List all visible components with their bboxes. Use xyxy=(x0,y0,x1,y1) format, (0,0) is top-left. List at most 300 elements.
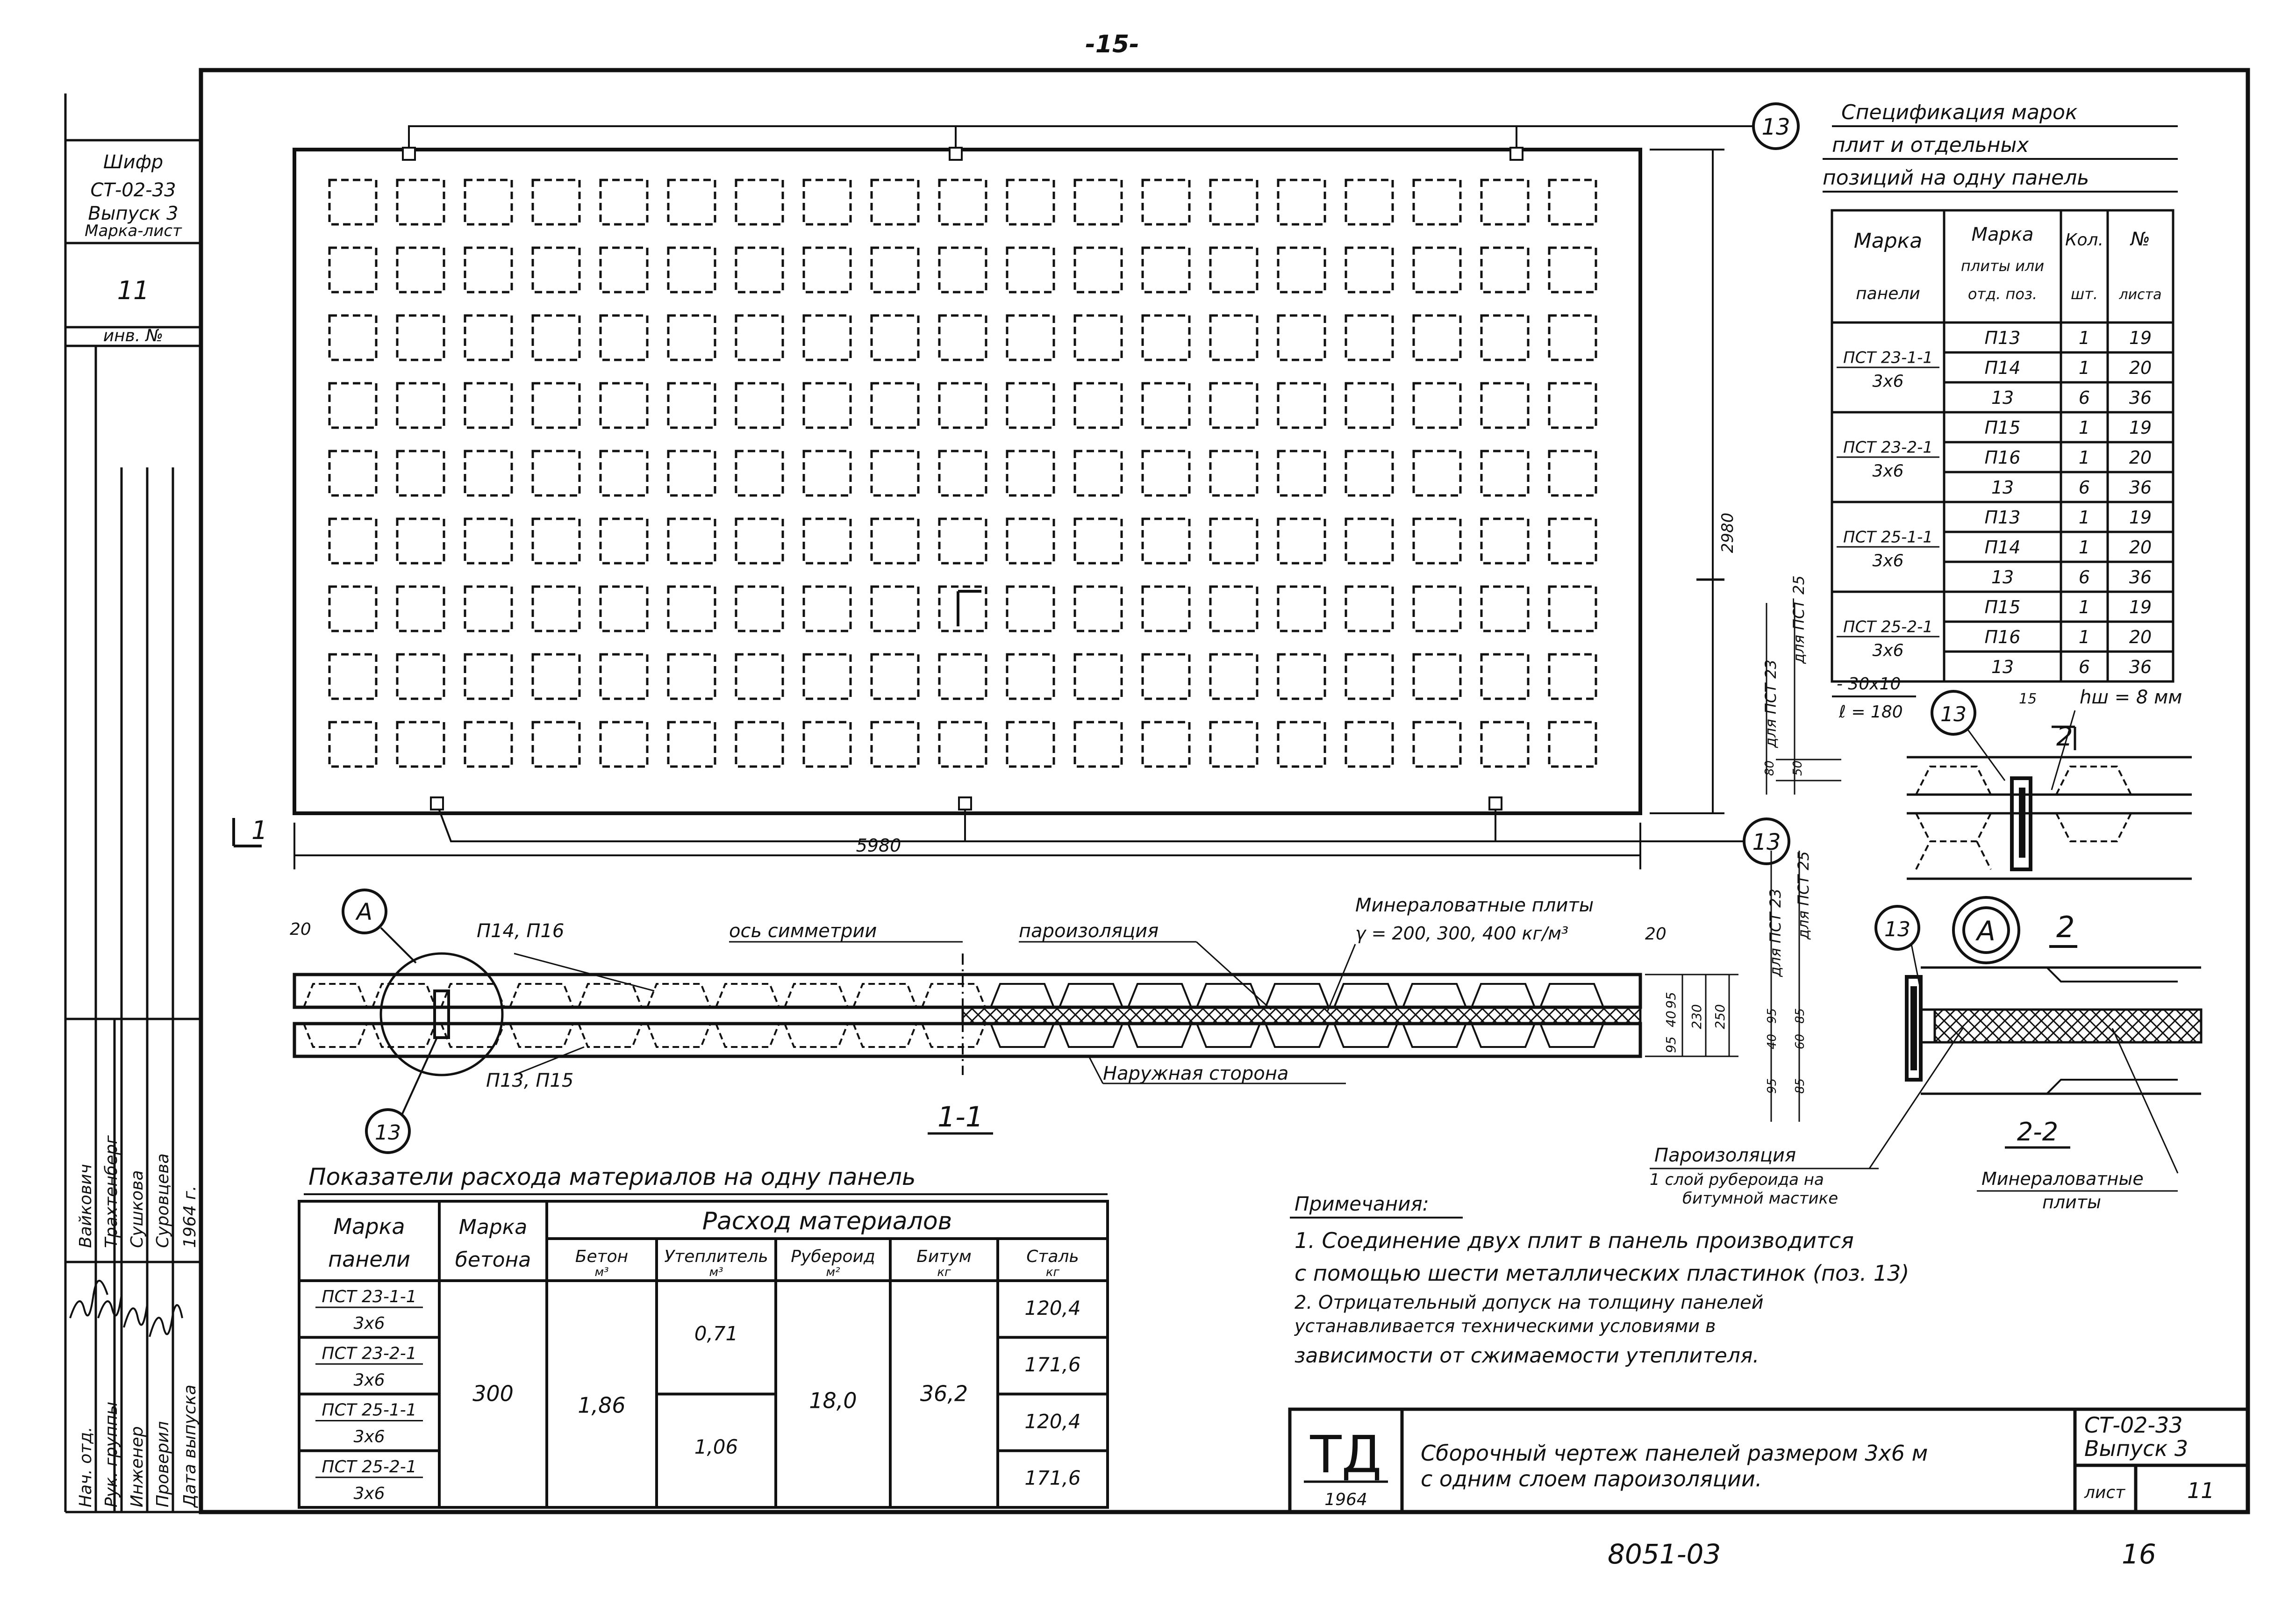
mat-head-group: Расход материалов xyxy=(702,1207,952,1235)
plan-void-cell xyxy=(1414,180,1460,224)
plan-void-cell xyxy=(465,587,512,631)
plan-height-dim: 2980 xyxy=(1718,512,1737,553)
s11-callout-13-label: 13 xyxy=(375,1121,401,1145)
s11-dim-stack-5: 230 xyxy=(1689,1004,1704,1029)
plan-void-cell xyxy=(939,722,986,767)
plan-void-cell xyxy=(601,654,647,699)
mat-head-col: Бетон xyxy=(575,1247,629,1266)
plan-void-cell xyxy=(601,180,647,224)
mat-panel-size: 3х6 xyxy=(353,1314,385,1334)
mat-insulation-2: 1,06 xyxy=(694,1435,738,1458)
mat-head-col-unit: кг xyxy=(937,1265,951,1279)
mat-title: Показатели расхода материалов на одну панель xyxy=(308,1163,916,1190)
plan-void-cell xyxy=(1278,451,1325,495)
plan-void-cell xyxy=(1143,315,1189,360)
plan-void-cell xyxy=(465,722,512,767)
plan-void-cell xyxy=(1143,180,1189,224)
detA-plate-label: - 30х10 xyxy=(1837,674,1901,694)
spec-table xyxy=(1823,100,2178,681)
spec-cell-sheet: 20 xyxy=(2129,537,2152,558)
plan-void-cell xyxy=(872,722,918,767)
s11-top-slab xyxy=(294,975,1640,1007)
spec-panel-size: 3х6 xyxy=(1872,372,1904,391)
plan-void-cell xyxy=(1414,315,1460,360)
mat-panel-size: 3х6 xyxy=(353,1370,385,1390)
s11-void xyxy=(716,984,779,1047)
spec-cell-plate: П15 xyxy=(1984,417,2021,438)
plan-void-cell xyxy=(804,180,851,224)
plan-void-cell xyxy=(736,654,783,699)
mat-head-concrete-2: бетона xyxy=(455,1248,531,1272)
plan-void-cell xyxy=(1549,180,1596,224)
plan-void-cell xyxy=(533,722,579,767)
spec-head-plate-3: отд. поз. xyxy=(1967,285,2038,303)
spec-cell-sheet: 20 xyxy=(2129,447,2152,468)
plan-void-cell xyxy=(872,315,918,360)
mat-head-panel: Марка xyxy=(333,1214,405,1239)
plan-void-cell xyxy=(939,519,986,563)
plan-void-cell xyxy=(397,383,444,428)
plan-void-cell xyxy=(1346,315,1393,360)
plan-void-cell xyxy=(1210,383,1257,428)
detA-dim-side-2: 50 xyxy=(1791,760,1805,776)
plan-void-cell xyxy=(668,383,715,428)
plan-void-cell xyxy=(329,722,376,767)
mat-head-col: Рубероид xyxy=(791,1247,875,1266)
s22-vapor-desc-1: 1 слой рубероида на xyxy=(1650,1170,1824,1189)
s11-void xyxy=(441,984,504,1047)
spec-cell-qty: 6 xyxy=(2078,387,2090,409)
plan-void-cell xyxy=(736,519,783,563)
plan-void-cell xyxy=(1210,587,1257,631)
tb-sheet-number: 11 xyxy=(2187,1478,2215,1503)
sig-name-4: Суровцева xyxy=(153,1153,172,1248)
plan-void-cell xyxy=(601,451,647,495)
plan-void-cell xyxy=(804,654,851,699)
tb-code: СТ-02-33 xyxy=(2084,1412,2183,1438)
plan-void-cell xyxy=(1278,587,1325,631)
tb-sheet-label: лист xyxy=(2084,1483,2125,1502)
spec-title-1: Спецификация марок xyxy=(1841,100,2078,124)
tb-title-2: с одним слоем пароизоляции. xyxy=(1421,1466,1762,1491)
plan-void-cell xyxy=(397,248,444,292)
s22-dim-6: 85 xyxy=(1793,1078,1807,1094)
spec-head-plate-2: плиты или xyxy=(1960,257,2045,275)
plan-void-cell xyxy=(1278,722,1325,767)
s11-void xyxy=(853,984,916,1047)
plan-void-cell xyxy=(736,587,783,631)
tb-title-1: Сборочный чертеж панелей размером 3х6 м xyxy=(1421,1441,1928,1466)
spec-head-qty-2: шт. xyxy=(2070,285,2098,303)
plan-void-cell xyxy=(533,451,579,495)
plan-void-cell xyxy=(1210,315,1257,360)
plan-void-cell xyxy=(804,587,851,631)
detA-section-mark-2: 2 xyxy=(2056,910,2075,944)
plan-void-cell xyxy=(1210,654,1257,699)
mat-head-col: Сталь xyxy=(1026,1247,1079,1266)
mat-steel-value: 171,6 xyxy=(1024,1353,1081,1376)
s11-void xyxy=(579,984,642,1047)
plan-void-cell xyxy=(1143,654,1189,699)
plan-void-cell xyxy=(465,248,512,292)
handwritten-signatures xyxy=(70,1281,182,1337)
notes xyxy=(1290,1192,1909,1368)
s22-top-slab xyxy=(1921,968,2201,1010)
mat-concrete-grade: 300 xyxy=(472,1381,514,1406)
plan-void-cell xyxy=(872,654,918,699)
plan-void-cell xyxy=(1481,180,1528,224)
detA-for-23: для ПСТ 23 xyxy=(1762,660,1780,748)
s11-dim-stack-3: 95 xyxy=(1663,1036,1679,1053)
mat-head-panel-2: панели xyxy=(328,1247,410,1272)
s22-dim-2: 40 xyxy=(1765,1033,1779,1049)
plan-void-cell xyxy=(668,248,715,292)
plan-void-cell xyxy=(872,519,918,563)
plan-void-cell xyxy=(1007,383,1054,428)
plan-void-cell xyxy=(1143,722,1189,767)
plan-void-cell xyxy=(465,180,512,224)
spec-cell-plate: П13 xyxy=(1984,328,2021,349)
spec-title-2: плит и отдельных xyxy=(1832,133,2029,157)
plan-void-cell xyxy=(1549,315,1596,360)
plan-void-cell xyxy=(397,451,444,495)
s22-for-23: для ПСТ 23 xyxy=(1767,889,1784,977)
plan-void-cell xyxy=(668,451,715,495)
spec-cell-sheet: 20 xyxy=(2129,358,2152,379)
note-line-5: зависимости от сжимаемости утеплителя. xyxy=(1295,1344,1760,1368)
plan-void-cell xyxy=(397,587,444,631)
plan-void-cell xyxy=(1007,587,1054,631)
spec-cell-plate: 13 xyxy=(1991,567,2014,588)
plan-void-cell xyxy=(939,654,986,699)
mat-roofing: 18,0 xyxy=(809,1388,857,1413)
sig-role-2: Рук. группы xyxy=(102,1401,121,1507)
mat-panel-name: ПСТ 25-2-1 xyxy=(322,1457,417,1477)
plan-void-cell xyxy=(601,383,647,428)
plan-void-cell xyxy=(1210,722,1257,767)
plan-void-cell xyxy=(1414,519,1460,563)
detA-section-mark: 2 xyxy=(2056,722,2073,752)
note-line-1: 1. Соединение двух плит в панель производится xyxy=(1295,1228,1854,1253)
plan-center-mark xyxy=(958,591,981,626)
page-number: -15- xyxy=(1085,30,1139,58)
plan-void-cell xyxy=(736,315,783,360)
s11-label-axis: ось симметрии xyxy=(729,920,877,942)
plan-void-cell xyxy=(1075,587,1122,631)
plan-callout-bottom-label: 13 xyxy=(1752,829,1781,855)
plan-void-cell xyxy=(1549,587,1596,631)
plan-void-cell xyxy=(1549,451,1596,495)
mat-head-col-unit: м² xyxy=(826,1265,840,1279)
s22-dim-1: 95 xyxy=(1765,1008,1779,1024)
plan-void-cell xyxy=(1210,180,1257,224)
detA-for-25: для ПСТ 25 xyxy=(1790,575,1808,664)
plan-void-cell xyxy=(872,451,918,495)
detA-top-slab xyxy=(1907,757,2192,795)
s11-label-vapor: пароизоляция xyxy=(1019,920,1159,942)
plan-void-cell xyxy=(465,451,512,495)
plan-void-cell xyxy=(601,519,647,563)
spec-cell-plate: П14 xyxy=(1984,358,2021,379)
note-line-4: устанавливается техническими условиями в xyxy=(1295,1316,1716,1336)
plan-void-cell xyxy=(533,654,579,699)
s11-label-plates-bottom: П13, П15 xyxy=(486,1070,574,1091)
plan-void-cell xyxy=(1414,383,1460,428)
s22-dim-3: 95 xyxy=(1765,1078,1779,1094)
plan-void-cell xyxy=(1549,248,1596,292)
plan-void-cell xyxy=(329,180,376,224)
plan-void-cell xyxy=(1143,519,1189,563)
plan-void-cell xyxy=(465,519,512,563)
s22-callout-label: 13 xyxy=(1884,918,1910,941)
mat-head-concrete: Марка xyxy=(458,1215,528,1239)
plan-void-cell xyxy=(1210,451,1257,495)
cipher-label: Шифр xyxy=(103,151,164,173)
plan-void-cell xyxy=(1143,587,1189,631)
mat-steel-value: 171,6 xyxy=(1024,1466,1081,1490)
mat-panel-size: 3х6 xyxy=(353,1484,385,1503)
spec-head-sheet-2: листа xyxy=(2119,287,2162,303)
spec-head-qty: Кол. xyxy=(2065,230,2104,250)
spec-title-3: позиций на одну панель xyxy=(1823,166,2089,190)
footer-page-code: 16 xyxy=(2122,1538,2156,1570)
plan-void-cell xyxy=(465,654,512,699)
spec-cell-sheet: 36 xyxy=(2129,477,2152,498)
sig-name-3: Сушкова xyxy=(128,1170,147,1248)
sheet-mark-value: 11 xyxy=(117,276,150,305)
plan-void-cell xyxy=(1346,587,1393,631)
detA-bottom-slab xyxy=(1907,813,2192,879)
plan-cells xyxy=(329,180,1596,767)
plan-void-cell xyxy=(804,315,851,360)
spec-panel-name: ПСТ 25-1-1 xyxy=(1843,528,1933,547)
detA-dim: 15 xyxy=(2019,691,2037,707)
footer-order-number: 8051-03 xyxy=(1608,1538,1721,1570)
plan-void-cell xyxy=(601,248,647,292)
plan-void-cell xyxy=(872,383,918,428)
s11-label-density: γ = 200, 300, 400 кг/м³ xyxy=(1355,923,1569,944)
s11-insulation xyxy=(963,1007,1640,1024)
spec-cell-sheet: 19 xyxy=(2129,328,2152,349)
spec-cell-plate: 13 xyxy=(1991,477,2014,498)
plan-void-cell xyxy=(1414,451,1460,495)
plan-section-mark: 1 xyxy=(251,816,268,845)
spec-cell-sheet: 19 xyxy=(2129,597,2152,618)
plan-void-cell xyxy=(668,587,715,631)
s22-mineral-2: плиты xyxy=(2042,1192,2101,1212)
plan-void-cell xyxy=(533,248,579,292)
plan-void-cell xyxy=(329,451,376,495)
detA-callout-label: 13 xyxy=(1940,703,1967,726)
tb-year: 1964 xyxy=(1324,1490,1367,1509)
spec-panel-name: ПСТ 23-2-1 xyxy=(1843,438,1933,457)
plan-void-cell xyxy=(1278,248,1325,292)
plan-void-cell xyxy=(329,654,376,699)
s11-void xyxy=(510,984,573,1047)
s11-label-mineral: Минераловатные плиты xyxy=(1355,895,1594,916)
plan-void-cell xyxy=(1549,519,1596,563)
plan-callout-top-label: 13 xyxy=(1761,114,1790,140)
sheet-frame xyxy=(201,70,2248,1512)
spec-panel-size: 3х6 xyxy=(1872,641,1904,660)
spec-cell-plate: П15 xyxy=(1984,597,2021,618)
plan-void-cell xyxy=(1481,519,1528,563)
plan-void-cell xyxy=(601,722,647,767)
plan-void-cell xyxy=(1346,248,1393,292)
spec-cell-plate: П14 xyxy=(1984,537,2021,558)
plan-void-cell xyxy=(1007,248,1054,292)
plan-void-cell xyxy=(668,654,715,699)
mat-head-col: Утеплитель xyxy=(664,1247,768,1266)
plan-void-cell xyxy=(939,587,986,631)
mat-steel-value: 120,4 xyxy=(1024,1296,1081,1319)
plan-void-cell xyxy=(329,587,376,631)
plan-void-cell xyxy=(1075,722,1122,767)
plan-panel-outline xyxy=(294,150,1640,813)
plan-void-cell xyxy=(1075,519,1122,563)
plan-leader-bottom xyxy=(437,804,1743,841)
detail-A xyxy=(1762,575,2192,963)
plan-void-cell xyxy=(1143,451,1189,495)
plan-void-cell xyxy=(1549,383,1596,428)
mat-panel-size: 3х6 xyxy=(353,1427,385,1447)
s11-void xyxy=(647,984,710,1047)
s11-title: 1-1 xyxy=(937,1101,983,1133)
plan-void-cell xyxy=(804,248,851,292)
plan-void-cell xyxy=(1414,722,1460,767)
spec-head-panel-2: панели xyxy=(1856,284,1920,303)
plan-void-cell xyxy=(804,519,851,563)
spec-head-sheet: № xyxy=(2131,229,2150,250)
plan-void-cell xyxy=(601,587,647,631)
plan-void-cell xyxy=(329,315,376,360)
mat-panel-name: ПСТ 23-1-1 xyxy=(322,1287,417,1307)
plan-void-cell xyxy=(329,248,376,292)
spec-panel-size: 3х6 xyxy=(1872,551,1904,571)
materials-table xyxy=(299,1163,1108,1507)
plan-void-cell xyxy=(1481,587,1528,631)
mat-concrete-volume: 1,86 xyxy=(578,1392,626,1418)
plan-void-cell xyxy=(1210,248,1257,292)
plan-void-cell xyxy=(397,180,444,224)
spec-cell-qty: 1 xyxy=(2078,328,2090,349)
section-2-2 xyxy=(1650,851,2201,1212)
plan-void-cell xyxy=(1481,315,1528,360)
spec-panel-name: ПСТ 23-1-1 xyxy=(1843,348,1933,367)
s11-dim-stack-2: 40 xyxy=(1663,1011,1679,1027)
plan-void-cell xyxy=(939,383,986,428)
plan-void-cell xyxy=(1346,722,1393,767)
plan-void-cell xyxy=(533,315,579,360)
plan-void-cell xyxy=(1278,180,1325,224)
plan-void-cell xyxy=(1278,315,1325,360)
mat-steel-value: 120,4 xyxy=(1024,1410,1081,1433)
plan-void-cell xyxy=(397,654,444,699)
spec-panel-name: ПСТ 25-2-1 xyxy=(1843,617,1933,637)
plan-void-cell xyxy=(1481,248,1528,292)
plan-width-dim: 5980 xyxy=(856,835,901,856)
plan-void-cell xyxy=(533,519,579,563)
plan-void-cell xyxy=(1007,722,1054,767)
plan-void-cell xyxy=(1346,519,1393,563)
plan-void-cell xyxy=(1075,383,1122,428)
s11-label-outer: Наружная сторона xyxy=(1103,1063,1289,1084)
cipher-issue: Выпуск 3 xyxy=(88,203,179,224)
plan-void-cell xyxy=(533,383,579,428)
plan-void-cell xyxy=(736,180,783,224)
s22-mineral-1: Минераловатные xyxy=(1981,1169,2144,1189)
spec-cell-qty: 6 xyxy=(2078,567,2090,588)
spec-cell-sheet: 36 xyxy=(2129,567,2152,588)
spec-cell-qty: 1 xyxy=(2078,447,2090,468)
s11-label-plates-top: П14, П16 xyxy=(477,920,565,942)
spec-cell-qty: 1 xyxy=(2078,597,2090,618)
detA-weld: hш = 8 мм xyxy=(2080,687,2182,708)
plan-void-cell xyxy=(329,383,376,428)
spec-cell-sheet: 19 xyxy=(2129,417,2152,438)
s11-void xyxy=(785,984,848,1047)
sig-role-1: Нач. отд. xyxy=(76,1427,95,1507)
plan-void-cell xyxy=(533,180,579,224)
plan-void-cell xyxy=(1481,722,1528,767)
plan-void-cell xyxy=(872,180,918,224)
plan-void-cell xyxy=(1075,248,1122,292)
plan-void-cell xyxy=(1549,722,1596,767)
s11-dim-left: 20 xyxy=(290,920,311,939)
spec-cell-plate: 13 xyxy=(1991,387,2014,409)
s22-vapor-title: Пароизоляция xyxy=(1654,1145,1796,1166)
plan-void-cell xyxy=(1278,519,1325,563)
note-line-2: с помощью шести металлических пластинок (поз. 13) xyxy=(1295,1261,1910,1286)
s22-title: 2-2 xyxy=(2017,1117,2059,1147)
plan-void-cell xyxy=(1346,654,1393,699)
plan-void-cell xyxy=(939,451,986,495)
plan-void-cell xyxy=(668,722,715,767)
plan-void-cell xyxy=(1414,587,1460,631)
plan-void-cell xyxy=(465,315,512,360)
plan-void-cell xyxy=(939,180,986,224)
plan-void-cell xyxy=(397,519,444,563)
s11-dim-right: 20 xyxy=(1645,925,1667,944)
plan-void-cell xyxy=(1278,654,1325,699)
detA-dim-side-1: 80 xyxy=(1763,760,1777,776)
plan-void-cell xyxy=(1549,654,1596,699)
plan-void-cell xyxy=(601,315,647,360)
plan-view xyxy=(234,104,1798,869)
mat-head-col-unit: м³ xyxy=(709,1265,723,1279)
spec-cell-sheet: 19 xyxy=(2129,507,2152,528)
note-line-3: 2. Отрицательный допуск на толщину панелей xyxy=(1295,1292,1764,1313)
plan-void-cell xyxy=(1143,383,1189,428)
mat-text xyxy=(315,1207,1081,1503)
tb-issue: Выпуск 3 xyxy=(2084,1436,2189,1461)
spec-cell-qty: 1 xyxy=(2078,417,2090,438)
spec-cell-sheet: 36 xyxy=(2129,657,2152,678)
plan-void-cell xyxy=(668,519,715,563)
s11-void xyxy=(304,984,367,1047)
spec-head-panel: Марка xyxy=(1853,229,1923,253)
plan-void-cell xyxy=(804,722,851,767)
plan-void-cell xyxy=(1075,654,1122,699)
spec-text xyxy=(1837,224,2162,677)
mat-bitumen: 36,2 xyxy=(920,1381,968,1406)
plan-void-cell xyxy=(1481,383,1528,428)
plan-void-cell xyxy=(939,248,986,292)
s11-dim-stack-4: 250 xyxy=(1712,1004,1728,1029)
plan-void-cell xyxy=(1210,519,1257,563)
plan-void-cell xyxy=(668,180,715,224)
spec-cell-plate: П16 xyxy=(1984,627,2021,648)
